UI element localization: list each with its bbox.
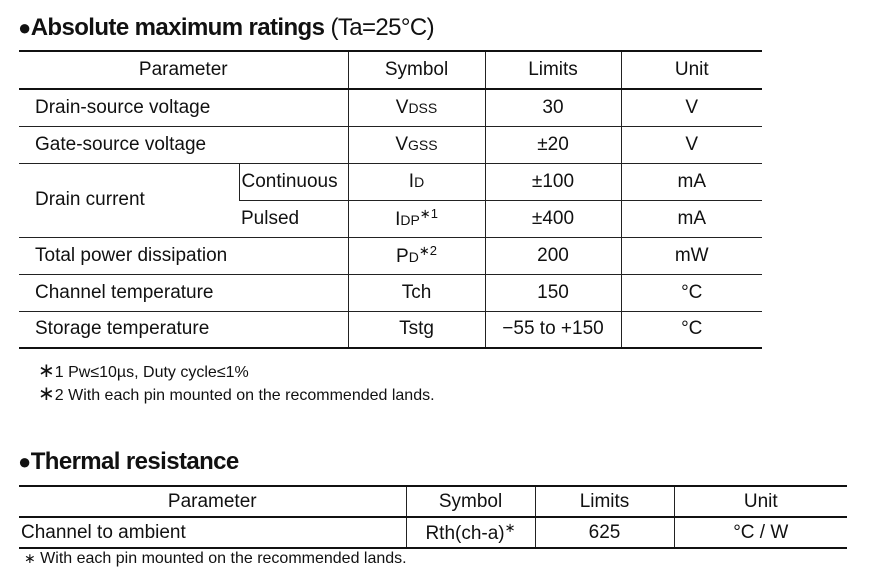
limit-cell: ±100 — [485, 163, 621, 200]
header-limits: Limits — [485, 51, 621, 89]
symbol-cell: $PD^{∗2}$ — [348, 237, 485, 274]
table-row — [19, 163, 762, 200]
symbol-cell: VDSS — [348, 89, 485, 126]
table-header-row — [19, 51, 762, 89]
asterisk-icon: ∗ — [38, 360, 55, 382]
unit-cell: mA — [621, 200, 762, 237]
unit-cell: °C — [621, 311, 762, 348]
limit-cell: −55 to +150 — [485, 311, 621, 348]
table-row — [19, 237, 762, 274]
header-limits: Limits — [535, 486, 674, 517]
parameter-cell: Drain-source voltage — [19, 89, 348, 126]
header-unit: Unit — [621, 51, 762, 89]
absolute-ratings-condition: (Ta=25°C) — [324, 14, 435, 41]
header-parameter: Parameter — [19, 51, 348, 89]
thermal-footnote: ∗ With each pin mounted on the recommended lands. — [24, 550, 407, 567]
absolute-ratings-title — [18, 14, 434, 42]
bullet-icon: ● — [18, 449, 31, 474]
unit-cell: V — [621, 126, 762, 163]
limit-cell: 625 — [535, 517, 674, 548]
unit-cell: °C / W — [674, 517, 847, 548]
header-unit: Unit — [674, 486, 847, 517]
bullet-icon: ● — [18, 15, 31, 40]
unit-cell: V — [621, 89, 762, 126]
footnote-2: ∗2 With each pin mounted on the recommended lands. — [38, 383, 435, 405]
absolute-ratings-table — [19, 50, 762, 349]
table-row — [19, 126, 762, 163]
thermal-resistance-heading: Thermal resistance — [30, 448, 239, 475]
header-symbol: Symbol — [406, 486, 535, 517]
asterisk-icon: ∗ — [38, 383, 55, 405]
header-parameter: Parameter — [19, 486, 406, 517]
limit-cell: 150 — [485, 274, 621, 311]
table-row — [19, 311, 762, 348]
limit-cell: ±20 — [485, 126, 621, 163]
table-row — [19, 89, 762, 126]
thermal-resistance-table — [19, 485, 847, 549]
unit-cell: °C — [621, 274, 762, 311]
symbol-cell: Rth(ch-a)∗ — [406, 517, 535, 548]
thermal-resistance-title — [18, 448, 239, 476]
sub-parameter-cell: Continuous — [239, 163, 348, 200]
parameter-cell: Drain current — [19, 163, 239, 237]
unit-cell: mA — [621, 163, 762, 200]
absolute-ratings-heading: Absolute maximum ratings — [30, 14, 325, 41]
limit-cell: 200 — [485, 237, 621, 274]
parameter-cell: Storage temperature — [19, 311, 348, 348]
parameter-cell: Total power dissipation — [19, 237, 348, 274]
table-header-row — [19, 486, 847, 517]
symbol-cell: Tstg — [348, 311, 485, 348]
symbol-cell: Tch — [348, 274, 485, 311]
parameter-cell: Gate-source voltage — [19, 126, 348, 163]
asterisk-icon: ∗ — [24, 550, 36, 566]
unit-cell: mW — [621, 237, 762, 274]
table-row — [19, 517, 847, 548]
header-symbol: Symbol — [348, 51, 485, 89]
parameter-cell: Channel temperature — [19, 274, 348, 311]
symbol-cell: $IDP^{∗1}$ — [348, 200, 485, 237]
parameter-cell: Channel to ambient — [19, 517, 406, 548]
symbol-cell: VGSS — [348, 126, 485, 163]
sub-parameter-cell: Pulsed — [239, 200, 348, 237]
footnote-1: ∗1 Pw≤10µs, Duty cycle≤1% — [38, 360, 249, 382]
limit-cell: ±400 — [485, 200, 621, 237]
table-row — [19, 274, 762, 311]
limit-cell: 30 — [485, 89, 621, 126]
symbol-cell: ID — [348, 163, 485, 200]
